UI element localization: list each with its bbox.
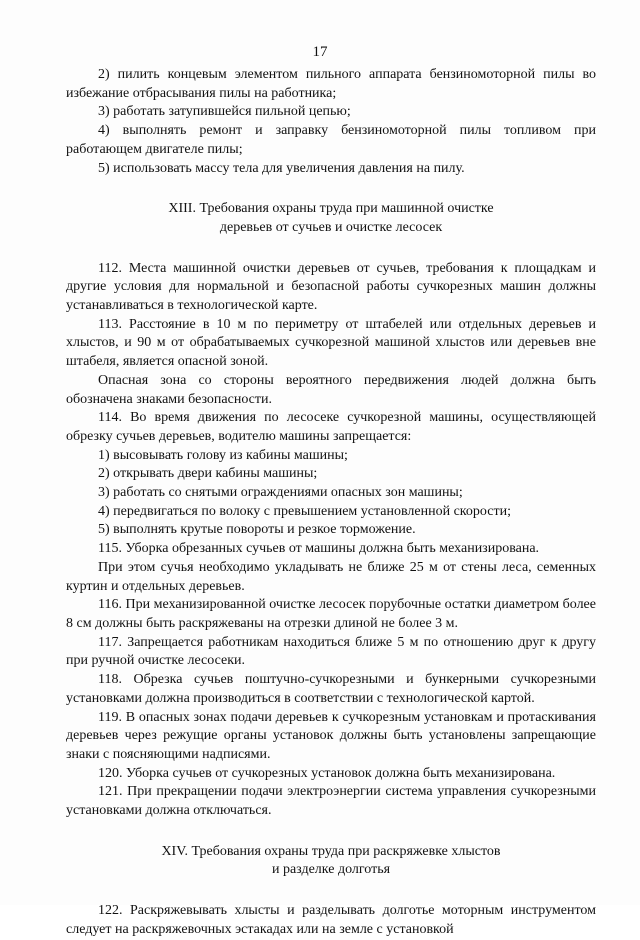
list-item: 5) использовать массу тела для увеличения давления на пилу. [98, 160, 465, 176]
paragraph-118: 118. Обрезка сучьев поштучно-сучкорезными и бункерными сучкорезными установками должна производиться в соответствии с технологической картой. [66, 672, 596, 706]
paragraph-113: 113. Расстояние в 10 м по периметру от штабелей или отдельных деревьев и хлыстов, и 90 м от обрабатываемых сучкорезной машиной хлыстов или деревьев вне штабеля, является опасной зоной. [66, 316, 596, 370]
list-item: 2) открывать двери кабины машины; [98, 466, 318, 482]
paragraph-115: 115. Уборка обрезанных сучьев от машины должна быть механизирована. [98, 541, 540, 557]
page-number: 17 [312, 44, 328, 60]
section-heading-xiii-line1: XIII. Требования охраны труда при машинной очистке [168, 201, 494, 217]
list-item: 5) выполнять крутые повороты и резкое торможение. [98, 522, 416, 538]
list-item: 2) пилить концевым элементом пильного аппарата бензиномоторной пилы во избежание отбрасывания пилы на работника; [66, 67, 596, 101]
list-item: 3) работать со снятыми ограждениями опасных зон машины; [98, 485, 463, 501]
paragraph-119: 119. В опасных зонах подачи деревьев к сучкорезным установкам и протаскивания деревьев через режущие органы установок должны быть установлены запрещающие знаки с поясняющими надписями. [66, 709, 596, 762]
paragraph-112: 112. Места машинной очистки деревьев от сучьев, требования к площадкам и другие условия для нормальной и безопасной работы сучкорезных машин должны устанавливаться в технологической карте. [66, 260, 596, 314]
list-item: 4) выполнять ремонт и заправку бензиномоторной пилы топливом при работающем двигателе пилы; [66, 123, 596, 157]
paragraph: При этом сучья необходимо укладывать не ближе 25 м от стены леса, семенных куртин и отдельных деревьев. [66, 559, 596, 594]
page-body [66, 66, 596, 940]
section-heading-xiv-line2: и разделке долготья [271, 862, 391, 878]
paragraph-114: 114. Во время движения по лесосеке сучкорезной машины, осуществляющей обрезку сучьев деревьев, водителю машины запрещается: [66, 410, 596, 444]
paragraph-122: 122. Раскряжевывать хлысты и разделывать долготье моторным инструментом следует на раскряжевочных эстакадах или на земле с установкой [66, 903, 596, 937]
list-item: 3) работать затупившейся пильной цепью; [98, 104, 351, 120]
section-heading-xiv-line1: XIV. Требования охраны труда при раскряжевке хлыстов [161, 843, 501, 859]
paragraph-117: 117. Запрещается работникам находиться ближе 5 м по отношению друг к другу при ручной очистке лесосеки. [66, 634, 596, 669]
list-item: 1) высовывать голову из кабины машины; [98, 447, 348, 463]
list-item: 4) передвигаться по волоку с превышением установленной скорости; [98, 503, 511, 519]
section-heading-xiii-line2: деревьев от сучьев и очистке лесосек [219, 219, 443, 235]
paragraph-121: 121. При прекращении подачи электроэнергии система управления сучкорезными установками должна отключаться. [66, 784, 596, 819]
paragraph: Опасная зона со стороны вероятного передвижения людей должна быть обозначена знаками безопасности. [66, 372, 596, 407]
paragraph-120: 120. Уборка сучьев от сучкорезных установок должна быть механизирована. [98, 765, 556, 781]
paragraph-116: 116. При механизированной очистке лесосек порубочные остатки диаметром более 8 см должны быть раскряжеваны на отрезки длиной не более 3 м. [66, 597, 596, 631]
